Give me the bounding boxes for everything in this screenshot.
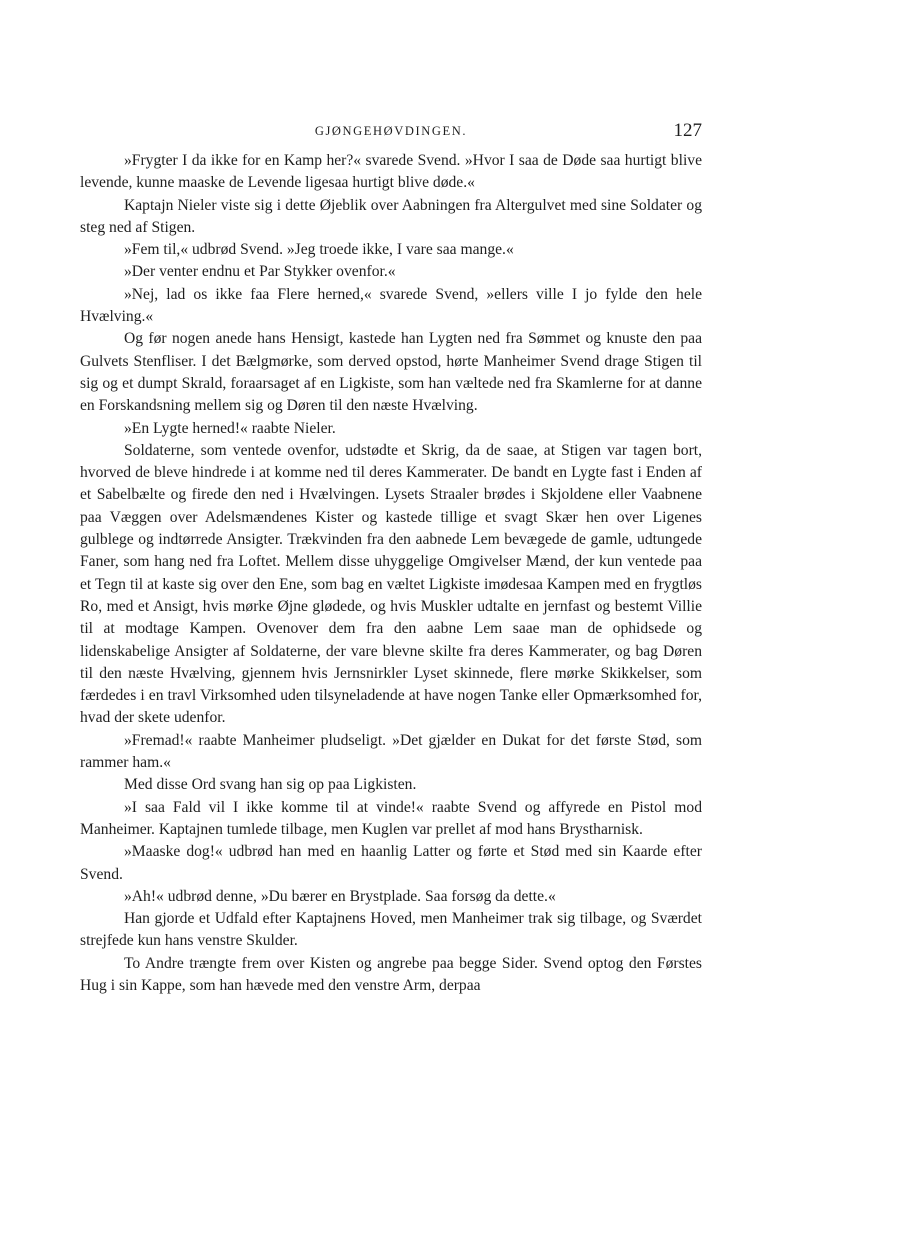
body-text: [80, 150, 702, 997]
paragraph: Og før nogen anede hans Hensigt, kastede han Lygten ned fra Sømmet og knuste den paa Gulvets Stenfliser. I det Bælgmørke, som derved opstod, hørte Manheimer Svend drage Stigen til sig og et dumpt Skrald, foraarsaget af en Ligkiste, som han væltede ned fra Skamlerne for at danne en Forskandsning mellem sig og Døren til den næste Hvælving.: [80, 330, 702, 415]
paragraph: Han gjorde et Udfald efter Kaptajnens Hoved, men Manheimer trak sig tilbage, og Sværdet strejfede kun hans venstre Skulder.: [80, 910, 702, 950]
running-head: GJØNGEHØVDINGEN.: [314, 124, 468, 138]
paragraph: »Der venter endnu et Par Stykker ovenfor.«: [124, 263, 396, 281]
paragraph: Soldaterne, som ventede ovenfor, udstødte et Skrig, da de saae, at Stigen var tagen bort, hvorved de bleve hindrede i at komme ned til deres Kammerater. De bandt en Lygte fast i Enden af et Sabelbælte og firede den ned i Hvælvingen. Lysets Straaler brødes i Skjoldene eller Vaabnene paa Væggen over Adelsmændenes Kister og kastede tillige et svagt Skær hen over Ligenes gulblege og indtørrede Ansigter. Trækvinden fra den aabnede Lem bevægede de gamle, udtungede Faner, som hang ned fra Loftet. Mellem disse uhyggelige Omgivelser Mænd, der kun ventede paa et Tegn til at kaste sig over den Ene, som bag en væltet Ligkiste imødesaa Kampen med en frygtløs Ro, med et Ansigt, hvis mørke Øjne glødede, og hvis Muskler udtalte en jernfast og bestemt Villie til at modtage Kampen. Ovenover dem fra den aabne Lem saae man de ophidsede og lidenskabelige Ansigter af Soldaterne, der vare blevne skilte fra deres Kammerater, og bag Døren til den næste Hvælving, gjennem hvis Jernsnirkler Lyset skinnede, flere mørke Skikkelser, som færdedes i en travl Virksomhed uden tilsyneladende at have nogen Tanke eller Opmærksomhed for, hvad der skete udenfor.: [80, 441, 702, 727]
paragraph: To Andre trængte frem over Kisten og angrebe paa begge Sider. Svend optog den Førstes Hug i sin Kappe, som han hævede med den venstre Arm, derpaa: [80, 954, 702, 994]
paragraph: »En Lygte herned!« raabte Nieler.: [124, 419, 336, 437]
paragraph: »Fremad!« raabte Manheimer pludseligt. »Det gjælder en Dukat for det første Stød, som rammer ham.«: [80, 731, 702, 772]
paragraph: »Frygter I da ikke for en Kamp her?« svarede Svend. »Hvor I saa de Døde saa hurtigt blive levende, kunne maaske de Levende ligesaa hurtigt blive døde.«: [80, 152, 702, 192]
paragraph: »Maaske dog!« udbrød han med en haanlig Latter og førte et Stød med sin Kaarde efter Svend.: [80, 843, 702, 883]
paragraph: »Ah!« udbrød denne, »Du bærer en Brystplade. Saa forsøg da dette.«: [124, 887, 556, 905]
paragraph: Kaptajn Nieler viste sig i dette Øjeblik over Aabningen fra Altergulvet med sine Soldater og steg ned af Stigen.: [80, 196, 702, 236]
page-header: [80, 120, 702, 144]
paragraph: »Nej, lad os ikke faa Flere herned,« svarede Svend, »ellers ville I jo fylde den hele Hvælving.«: [80, 285, 702, 326]
paragraph: »Fem til,« udbrød Svend. »Jeg troede ikke, I vare saa mange.«: [124, 241, 514, 259]
paragraph: Med disse Ord svang han sig op paa Ligkisten.: [124, 776, 417, 794]
page-number: 127: [673, 120, 702, 141]
paragraph: »I saa Fald vil I ikke komme til at vinde!« raabte Svend og affyrede en Pistol mod Manheimer. Kaptajnen tumlede tilbage, men Kuglen var prellet af mod hans Brystharnisk.: [80, 798, 702, 838]
